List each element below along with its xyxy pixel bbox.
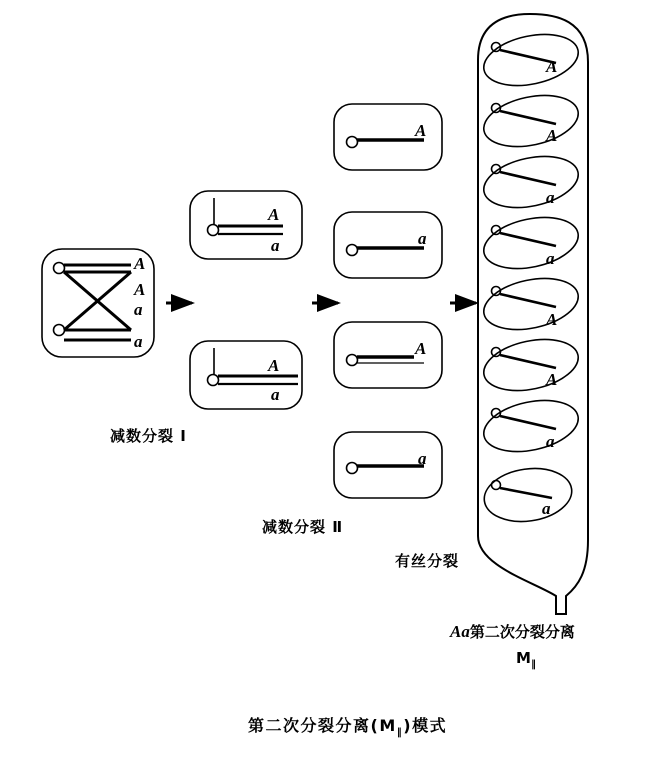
figure-caption-subscript: ‖	[396, 727, 404, 739]
ascospore-5	[479, 271, 583, 338]
allele-label-tetrad-1: A	[415, 121, 427, 140]
allele-label-ascospore-2: A	[546, 126, 558, 145]
allele-label-dyad-bottom-a-upper: A	[268, 356, 280, 375]
stage-label-meiosis-2: 减数分裂 Ⅱ	[262, 518, 344, 536]
allele-label-tetrad-3: A	[415, 339, 427, 358]
ascospore-1	[479, 27, 583, 94]
allele-label-zygote-1: A	[134, 254, 146, 273]
ascospore-3	[479, 149, 583, 216]
stage-label-meiosis-1: 减数分裂 Ⅰ	[110, 427, 187, 445]
allele-label-dyad-bottom-a-lower: a	[271, 385, 280, 404]
ascospore-7	[479, 393, 583, 460]
allele-label-zygote-2: A	[134, 280, 146, 299]
stage-label-mitosis: 有丝分裂	[395, 552, 460, 570]
allele-label-ascospore-4: a	[546, 249, 555, 268]
figure-caption	[248, 718, 447, 738]
dyad-cell-top	[190, 191, 302, 259]
ascospore-6	[479, 332, 583, 399]
allele-label-ascospore-3: a	[546, 188, 555, 207]
allele-label-tetrad-4: a	[418, 449, 427, 468]
ascospore-8	[481, 463, 575, 527]
allele-label-zygote-3: a	[134, 300, 143, 319]
ascospore-4	[479, 210, 583, 277]
allele-label-tetrad-2: a	[418, 229, 427, 248]
result-m-subscript: ‖	[530, 659, 536, 670]
result-allele-pair: Aa	[450, 622, 470, 641]
allele-label-ascospore-5: A	[546, 310, 558, 329]
result-line-1-text: 第二次分裂分离	[469, 623, 575, 641]
result-line-2	[516, 651, 536, 670]
allele-label-dyad-top-a-upper: A	[268, 205, 280, 224]
allele-label-ascospore-1: A	[546, 57, 558, 76]
allele-label-ascospore-7: a	[546, 432, 555, 451]
figure-caption-main: 第二次分裂分离(M	[248, 716, 397, 735]
allele-label-ascospore-6: A	[546, 370, 558, 389]
allele-label-ascospore-8: a	[542, 499, 551, 518]
result-m-symbol: M	[516, 649, 531, 667]
allele-label-zygote-4: a	[134, 332, 143, 351]
allele-label-dyad-top-a-lower: a	[271, 236, 280, 255]
result-line-1	[450, 623, 575, 640]
figure-caption-tail: )模式	[403, 716, 448, 735]
dyad-cell-bottom	[190, 341, 302, 409]
ascospore-2	[479, 88, 583, 155]
